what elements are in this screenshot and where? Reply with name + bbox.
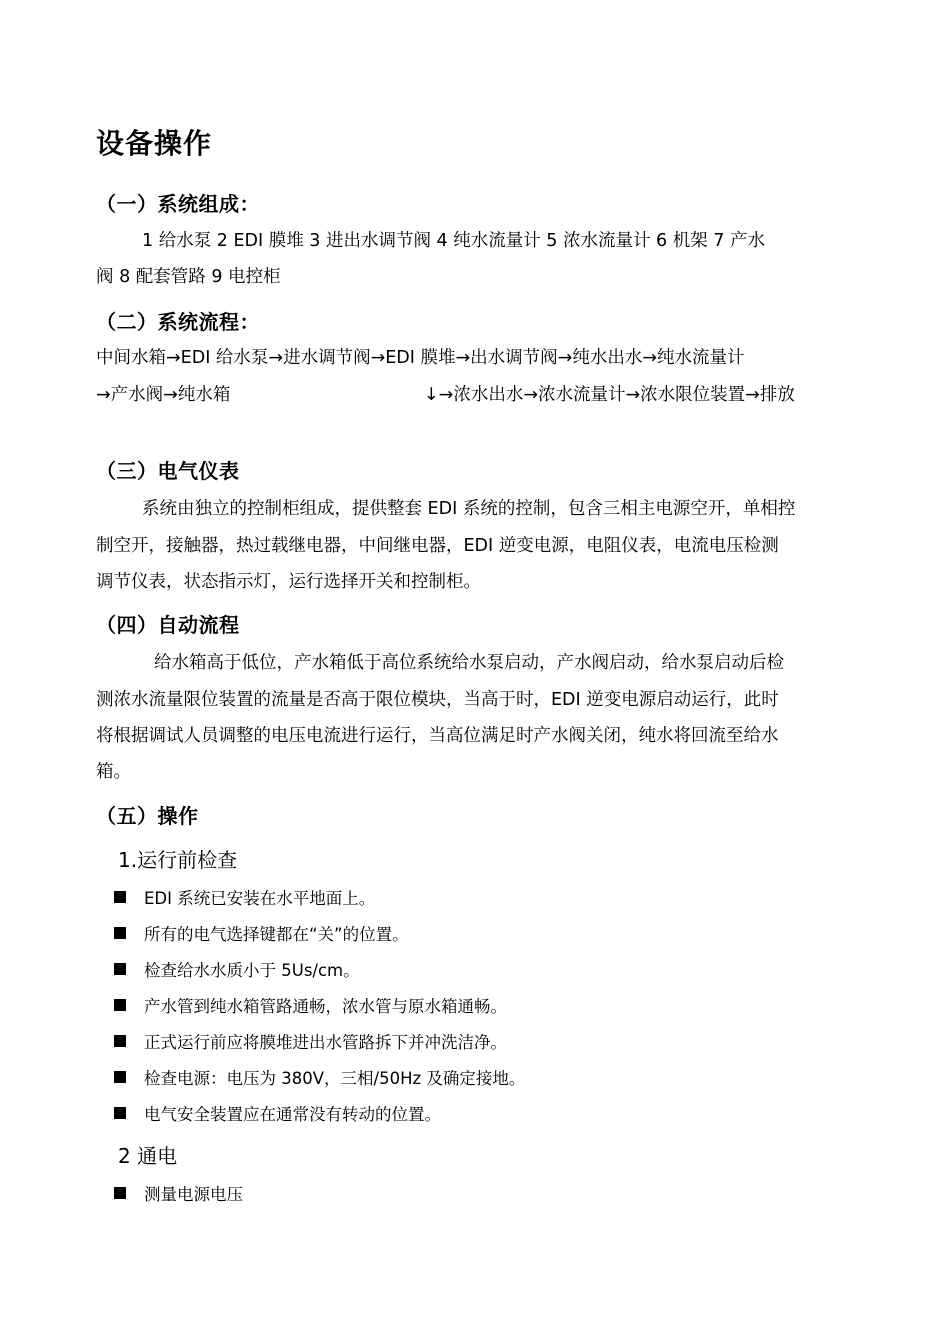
section-2-heading: （二）系统流程： [96,310,260,334]
section-1-line-2: 阀 8 配套管路 9 电控柜 [96,267,281,287]
flow-line-2-right: ↓→浓水出水→浓水流量计→浓水限位装置→排放 [424,385,795,405]
checklist-item [114,921,409,945]
section-3-line-2: 制空开，接触器，热过载继电器，中间继电器，EDI 逆变电源，电阻仪表，电流电压检测 [96,536,779,556]
checklist-item-text: EDI 系统已安装在水平地面上。 [144,889,376,908]
section-4-line-1: 给水箱高于低位，产水箱低于高位系统给水泵启动，产水阀启动，给水泵启动后检 [154,653,784,673]
section-1-line-1: 1 给水泵 2 EDI 膜堆 3 进出水调节阀 4 纯水流量计 5 浓水流量计 6 机架 7 产水 [142,231,766,251]
section-4-heading: （四）自动流程 [96,613,240,637]
section-4-line-3: 将根据调试人员调整的电压电流进行运行，当高位满足时产水阀关闭，纯水将回流至给水 [96,726,779,746]
section-3-line-1: 系统由独立的控制柜组成，提供整套 EDI 系统的控制，包含三相主电源空开，单相控 [142,499,796,519]
flow-line-1: 中间水箱→EDI 给水泵→进水调节阀→EDI 膜堆→出水调节阀→纯水出水→纯水流量计 [96,348,745,368]
section-4-line-4: 箱。 [96,762,131,782]
section-5-heading: （五）操作 [96,804,199,828]
checklist-item [114,885,375,909]
bullet-square-icon [114,1187,126,1199]
checklist-item-text: 测量电源电压 [144,1185,243,1204]
checklist-item [114,993,507,1017]
checklist-item-text: 检查电源：电压为 380V，三相/50Hz 及确定接地。 [144,1069,526,1088]
bullet-square-icon [114,963,126,975]
bullet-square-icon [114,1071,126,1083]
checklist-item [114,1065,525,1089]
bullet-square-icon [114,891,126,903]
section-1-heading: （一）系统组成： [96,192,260,216]
flow-line-2-left: →产水阀→纯水箱 [96,385,231,405]
section-3-heading: （三）电气仪表 [96,459,240,483]
bullet-square-icon [114,1035,126,1047]
bullet-square-icon [114,1107,126,1119]
checklist-item [114,1181,243,1205]
checklist-item-text: 检查给水水质小于 5Us/cm。 [144,961,360,980]
bullet-square-icon [114,999,126,1011]
page-title: 设备操作 [96,127,213,160]
checklist-item-text: 所有的电气选择键都在“关”的位置。 [144,925,409,944]
subsection-2-title: 2 通电 [118,1144,178,1168]
subsection-1-title: 1.运行前检查 [118,848,238,872]
checklist-item-text: 电气安全装置应在通常没有转动的位置。 [144,1105,441,1124]
section-3-line-3: 调节仪表，状态指示灯，运行选择开关和控制柜。 [96,572,481,592]
section-4-line-2: 测浓水流量限位装置的流量是否高于限位模块，当高于时，EDI 逆变电源启动运行，此时 [96,690,779,710]
checklist-item-text: 正式运行前应将膜堆进出水管路拆下并冲洗洁净。 [144,1033,507,1052]
checklist-item [114,1029,507,1053]
checklist-item [114,957,360,981]
checklist-item-text: 产水管到纯水箱管路通畅，浓水管与原水箱通畅。 [144,997,507,1016]
bullet-square-icon [114,927,126,939]
checklist-item [114,1101,441,1125]
